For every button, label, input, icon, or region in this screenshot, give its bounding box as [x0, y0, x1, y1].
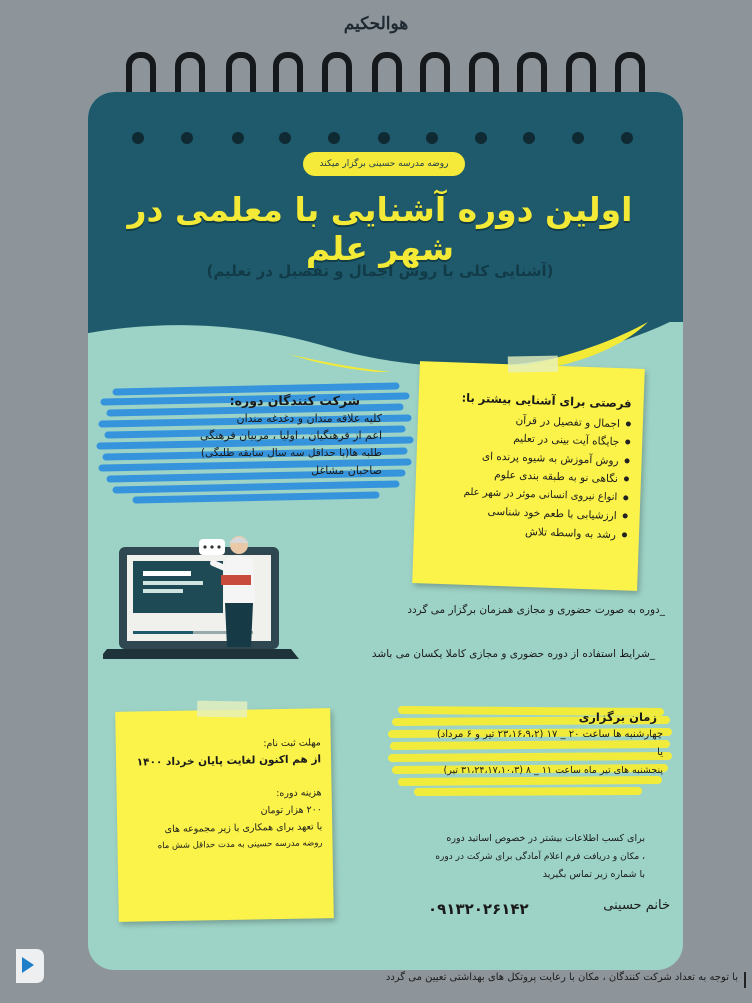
- participant-item: صاحبان مشاغل: [311, 464, 382, 477]
- contact-line: ، مکان و دریافت فرم اعلام آمادگی برای شرکت در دوره: [435, 852, 645, 862]
- topic-item: اجمال و تفصیل در قرآن: [431, 408, 632, 433]
- schedule-block: [398, 708, 663, 780]
- deadline-value: از هم اکنون لغایت پایان خرداد ۱۴۰۰: [136, 753, 322, 769]
- topics-heading: فرصتی برای آشنایی بیشتر با:: [461, 390, 632, 411]
- mode-note: _شرایط استفاده از دوره حضوری و مجازی کاملا یکسان می باشد: [371, 648, 655, 660]
- app-logo-icon: [12, 945, 46, 985]
- contact-line: برای کسب اطلاعات بیشتر در خصوص اساتید دوره: [446, 833, 645, 844]
- schedule-line-1: چهارشنبه ها ساعت ۲۰ _ ۱۷ (۲۳،۱۶،۹،۲ تیر و ۶ مرداد): [436, 729, 663, 740]
- participant-item: طلبه ها(با حداقل سه سال سابقه طلبگی): [200, 446, 382, 459]
- ring-hole: [132, 132, 144, 144]
- deadline-label: مهلت ثبت نام:: [263, 737, 321, 750]
- mode-note: _دوره به صورت حضوری و مجازی همزمان برگزار می گردد: [407, 604, 665, 616]
- topic-item: رشد به واسطه تلاش: [427, 519, 628, 544]
- ring-hole: [572, 132, 584, 144]
- participant-item: اعم از فرهنگیان ، اولیا ، مربیان فرهنگی: [199, 429, 382, 442]
- topic-item: انواع نیروی انسانی موثر در شهر علم: [428, 482, 629, 507]
- contact-line: با شماره زیر تماس بگیرید: [542, 869, 645, 880]
- tape-strip: [508, 356, 558, 373]
- ring-hole: [621, 132, 633, 144]
- schedule-or: یا: [657, 747, 663, 758]
- ring-hole: [328, 132, 340, 144]
- cost-label: هزینه دوره:: [276, 787, 322, 800]
- registration-block: [125, 734, 323, 855]
- footer-note: [338, 972, 746, 988]
- topics-list: [427, 408, 631, 544]
- page-title: اولین دوره آشنایی با معلمی در شهر علم: [127, 190, 633, 268]
- topic-item: روش آموزش به شیوه پرنده ای: [429, 445, 630, 470]
- ring-hole: [378, 132, 390, 144]
- footer-text: با توجه به تعداد شرکت کنندگان ، مکان با رعایت پروتکل های بهداشتی تعیین می گردد: [385, 972, 738, 983]
- sticky-note-registration: [115, 708, 334, 922]
- tape-strip: [197, 701, 247, 718]
- contact-name: خانم حسینی: [603, 898, 670, 913]
- teacher-laptop-illustration: [103, 525, 323, 665]
- ring-hole: [232, 132, 244, 144]
- ring-hole: [279, 132, 291, 144]
- cost-value: ۲۰۰ هزار تومان: [260, 804, 323, 817]
- contact-block: [360, 830, 645, 884]
- ring-hole: [523, 132, 535, 144]
- top-motto: هوالحکیم: [343, 14, 409, 34]
- sticky-note-topics: [412, 361, 645, 591]
- participants-heading: شرکت کنندگان دوره:: [229, 393, 360, 408]
- schedule-line-2: پنجشنبه های تیر ماه ساعت ۱۱ _ ۸ (۳۱،۲۴،۱۷،۱۰،۳ تیر): [443, 765, 663, 776]
- schedule-heading: زمان برگزاری: [578, 710, 657, 724]
- host-badge: روضه مدرسه حسینی برگزار میکند: [303, 152, 465, 176]
- topic-item: ارزشیابی با طعم خود شناسی: [427, 501, 628, 526]
- participants-block: [120, 392, 382, 480]
- page-subtitle: (آشنایی کلی با روش اجمال و تفصیل در تعلیم): [206, 262, 554, 280]
- discount-line: با تعهد برای همکاری با زیر مجموعه های: [164, 821, 323, 836]
- participant-item: کلیه علاقه مندان و دغدغه مندان: [236, 411, 382, 425]
- contact-phone[interactable]: ۰۹۱۳۲۰۲۶۱۴۲: [428, 900, 529, 918]
- ring-hole: [181, 132, 193, 144]
- ring-hole: [426, 132, 438, 144]
- discount-line: روضه مدرسه حسینی به مدت حداقل شش ماه: [157, 838, 323, 852]
- topic-item: جایگاه آیت بینی در تعلیم: [430, 427, 631, 452]
- ring-hole: [475, 132, 487, 144]
- topic-item: نگاهی نو به طبقه بندی علوم: [429, 464, 630, 489]
- topics-block: [427, 388, 632, 545]
